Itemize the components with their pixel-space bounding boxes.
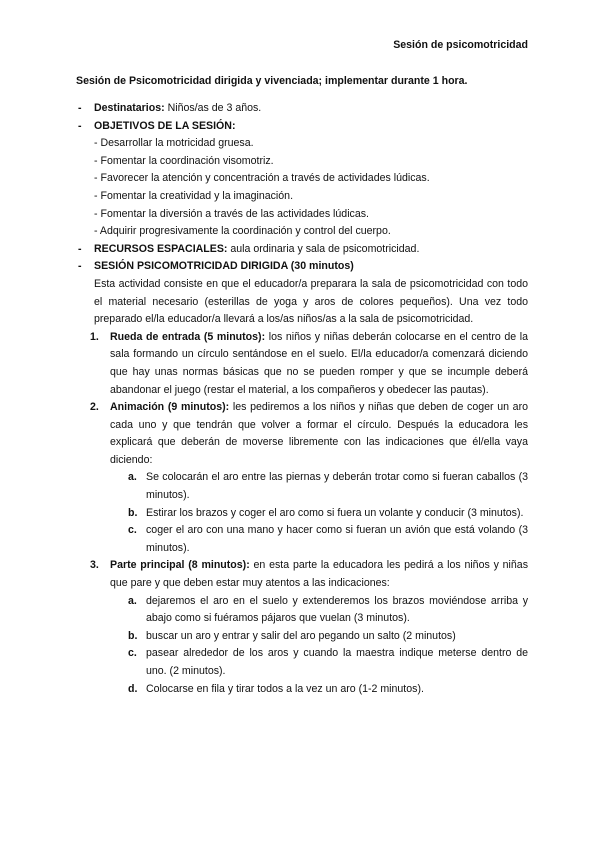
substep-letter: a. <box>128 594 137 607</box>
substep-text: pasear alrededor de los aros y cuando la maestra indique meterse dentro de uno. (2 minutos). <box>146 647 528 677</box>
substep-text: coger el aro con una mano y hacer como si fueran un avión que está volando (3 minutos). <box>146 524 528 554</box>
substep-letter: a. <box>128 471 137 484</box>
objetivo-item: - Fomentar la coordinación visomotriz. <box>94 154 274 167</box>
document-title: Sesión de Psicomotricidad dirigida y vivenciada; implementar durante 1 hora. <box>76 75 468 87</box>
document-body <box>76 100 528 698</box>
bullet-dash: - <box>78 242 82 255</box>
objetivos-list <box>94 135 528 241</box>
objetivo-item: - Fomentar la creatividad y la imaginación. <box>94 189 294 202</box>
sesion-item <box>76 258 528 328</box>
substep-text: dejaremos el aro en el suelo y extenderemos los brazos moviéndose arriba y abajo como si fuéramos pájaros que vuelan (3 minutos). <box>146 594 528 625</box>
sesion-label: SESIÓN PSICOMOTRICIDAD DIRIGIDA (30 minutos) <box>94 260 354 273</box>
step-number: 2. <box>90 401 99 414</box>
substep-letter: d. <box>128 682 138 695</box>
objetivos-item <box>76 118 528 241</box>
substep-item <box>110 505 528 523</box>
bullet-dash: - <box>78 260 82 273</box>
objetivo-item: - Adquirir progresivamente la coordinación y control del cuerpo. <box>94 225 391 238</box>
step-text: los niños y niñas deberán colocarse en el centro de la sala formando un círculo sentándose en el suelo. El/la educador/a comenzará diciendo que hay unas normas básicas que no se pueden romper y que se incumple deberá abandonar el juego (restar el material, a los compañeros y obedecer las pautas). <box>110 330 528 396</box>
step-label: Rueda de entrada (5 minutos): <box>110 330 266 343</box>
substep-letter: c. <box>128 524 137 537</box>
substep-letter: b. <box>128 506 138 519</box>
substep-text: Se colocarán el aro entre las piernas y deberán trotar como si fueran caballos (3 minutos). <box>146 471 528 502</box>
substep-letter: b. <box>128 629 138 642</box>
step-label: Parte principal (8 minutos): <box>110 559 250 572</box>
substep-text: Colocarse en fila y tirar todos a la vez un aro (1-2 minutos). <box>146 682 424 695</box>
step-number: 1. <box>90 330 99 343</box>
step-item <box>76 399 528 557</box>
objetivo-item: - Fomentar la diversión a través de las actividades lúdicas. <box>94 207 369 220</box>
destinatarios-value: Niños/as de 3 años. <box>164 102 262 114</box>
step-text: les pediremos a los niños y niñas que deben de coger un aro cada uno y que tendrán que volver a formar el círculo. Después la educadora les explicará que deberán de moverse libremente con las indicaciones que él/ella vaya diciendo: <box>110 401 528 466</box>
recursos-item <box>76 241 528 259</box>
running-header: Sesión de psicomotricidad <box>393 39 528 51</box>
substep-item <box>110 645 528 680</box>
destinatarios-label: Destinatarios: <box>94 102 165 114</box>
objetivo-item: - Favorecer la atención y concentración a través de actividades lúdicas. <box>94 172 430 185</box>
step-text: en esta parte la educadora les pedirá a los niños y niñas que pare y que deben estar muy atentos a las indicaciones: <box>110 559 528 590</box>
substep-item <box>110 593 528 628</box>
substep-item <box>110 522 528 557</box>
substep-item <box>110 469 528 504</box>
recursos-label: RECURSOS ESPACIALES: <box>94 242 228 255</box>
step-item <box>76 557 528 698</box>
destinatarios-item <box>76 100 528 118</box>
step-label: Animación (9 minutos): <box>110 401 230 414</box>
substep-item <box>110 681 528 699</box>
bullet-dash: - <box>78 119 82 132</box>
bullet-dash: - <box>78 102 82 114</box>
objetivo-item: - Desarrollar la motricidad gruesa. <box>94 137 254 150</box>
substep-text: Estirar los brazos y coger el aro como si fuera un volante y conducir (3 minutos). <box>146 506 524 519</box>
step-number: 3. <box>90 559 99 572</box>
substep-text: buscar un aro y entrar y salir del aro pegando un salto (2 minutos) <box>146 629 456 642</box>
sesion-intro: Esta actividad consiste en que el educador/a preparara la sala de psicomotricidad con todo el material necesario (esterillas de yoga y aros de colores pequeños). Una vez todo preparado el/la educador/a llevará a los/as niños/as a la sala de psicomotricidad. <box>94 277 528 326</box>
objetivos-label: OBJETIVOS DE LA SESIÓN: <box>94 119 236 132</box>
step-item <box>76 329 528 399</box>
substep-letter: c. <box>128 647 137 660</box>
recursos-value: aula ordinaria y sala de psicomotricidad. <box>227 242 420 255</box>
substep-item <box>110 628 528 646</box>
